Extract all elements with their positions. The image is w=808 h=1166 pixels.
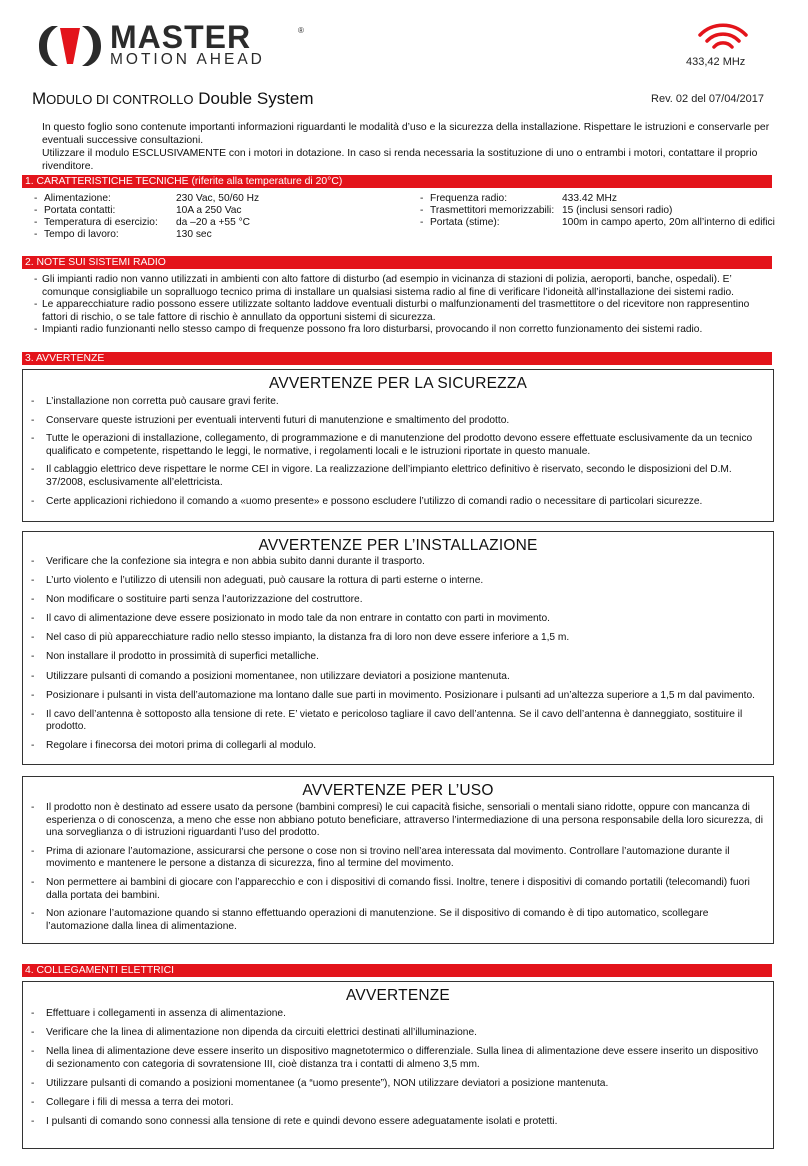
list-item-text: Regolare i finecorsa dei motori prima di collegarli al modulo. <box>46 740 317 752</box>
list-item-text: Tutte le operazioni di installazione, collegamento, di programmazione e di manutenzione del prodotto devono essere effettuate esclusivamente da un tecnico qualificato e competente, rispettando le leggi, le normative, i regolamenti locali e le istruzioni riportate in questo manuale. <box>46 433 753 457</box>
spec-label: Portata (stime): <box>430 217 500 228</box>
spec-value: da –20 a +55 °C <box>176 217 251 228</box>
list-item-text: Utilizzare pulsanti di comando a posizioni momentanee (a “uomo presente”), NON utilizzare deviatori a posizione mantenuta. <box>46 1077 609 1089</box>
list-item: - Nel caso di più apparecchiature radio nello stesso impianto, la distanza fra di loro non deve essere inferiore a 1,5 m. <box>31 632 570 644</box>
list-item: - Effettuare i collegamenti in assenza di alimentazione. <box>31 1008 286 1019</box>
title-cap: M <box>32 89 47 108</box>
box-title: AVVERTENZE <box>346 987 450 1004</box>
box-title: AVVERTENZE PER L’USO <box>302 782 494 799</box>
list-item-text: Certe applicazioni richiedono il comando a «uomo presente» e possono escludere l’utilizzo di comandi radio o necessitare di particolari sicurezze. <box>46 495 703 507</box>
use-list <box>21 802 767 933</box>
list-item-text: Le apparecchiature radio possono essere utilizzate soltanto laddove eventuali disturbi o malfunzionamenti del trasmettitore o del ricevitore non rappresentino fattori di rischio, o se tale fattore di rischio è annullato da opportuni sistemi di sicurezza. <box>42 299 750 323</box>
spec-value: 433.42 MHz <box>562 193 617 204</box>
list-item-text: Non permettere ai bambini di giocare con l’apparecchio e con i dispositivi di comando fissi. Inoltre, tenere i dispositivi di comando portatili (telecomandi) fuori dalla portata dei bambini. <box>46 876 750 901</box>
list-item: - Certe applicazioni richiedono il comando a «uomo presente» e possono escludere l’utilizzo di comandi radio o necessitare di particolari sicurezze. <box>31 495 703 507</box>
master-logo <box>38 19 308 72</box>
list-item: - L’urto violento e l’utilizzo di utensili non adeguati, può causare la rottura di parti esterne o interne. <box>31 575 484 587</box>
list-item: - Posizionare i pulsanti in vista dell’automazione ma lontano dalle sue parti in movimento. Posizionare i pulsanti ad un’altezza superiore a 1,5 m dal pavimento. <box>31 689 755 701</box>
spec-label: Temperatura di esercizio: <box>44 217 158 228</box>
list-item: - Non installare il prodotto in prossimità di superfici metalliche. <box>31 651 319 663</box>
list-item-text: Verificare che la linea di alimentazione non dipenda da circuiti elettrici destinati all’illuminazione. <box>46 1027 477 1039</box>
list-item-text: Non modificare o sostituire parti senza l’autorizzazione del costruttore. <box>46 594 363 606</box>
specs-left <box>34 193 404 241</box>
radio-frequency: 433,42 MHz <box>686 56 746 68</box>
list-item-text: Impianti radio funzionanti nello stesso campo di frequenze possono fra loro disturbarsi, provocando il non corretto funzionamento dei sistemi radio. <box>42 324 703 336</box>
list-item-text: Collegare i fili di messa a terra dei motori. <box>46 1096 234 1108</box>
list-item: - Non permettere ai bambini di giocare con l’apparecchio e con i dispositivi di comando fissi. Inoltre, tenere i dispositivi di comando portatili (telecomandi) fuori dalla portata dei bambini. <box>31 876 750 901</box>
safety-list <box>21 396 767 508</box>
brand-registered-mark: ® <box>298 26 304 35</box>
list-item: - Verificare che la confezione sia integra e non abbia subito danni durante il trasporto. <box>31 556 425 567</box>
use-warnings-box <box>22 776 774 944</box>
header <box>0 0 808 80</box>
spec-label: Tempo di lavoro: <box>44 229 119 240</box>
list-item: - Nella linea di alimentazione deve essere inserito un dispositivo magnetotermico o differenziale. Sulla linea di alimentazione deve essere inserito un dispositivo di sezionamento con categoria di sovratensione III, cioè distanza tra i contatti di almeno 3,5 mm. <box>31 1046 759 1070</box>
spec-value: 130 sec <box>176 229 212 240</box>
list-item-text: Gli impianti radio non vanno utilizzati in ambienti con alto fattore di disturbo (ad esempio in vicinanza di stazioni di polizia, aeroporti, banche, ospedali). E’ comunque consigliabile un sopralluogo tecnico prima di installare un qualsiasi sistema radio al fine di verificare l’idoneità all’installazione dei sistemi radio. <box>42 274 734 298</box>
list-item-text: L’installazione non corretta può causare gravi ferite. <box>46 396 279 407</box>
section-header-radio: 2. NOTE SUI SISTEMI RADIO <box>22 256 772 269</box>
list-item-text: Il cavo dell’antenna è sottoposto alla tensione di rete. E’ vietato e pericoloso tagliare il cavo dell’antenna. Se il cavo dell’antenna è danneggiato, sostituire il prodotto. <box>46 708 743 733</box>
list-item: - Collegare i fili di messa a terra dei motori. <box>31 1096 234 1108</box>
list-item: - L’installazione non corretta può causare gravi ferite. <box>31 396 279 407</box>
spec-row: - Portata contatti: 10A a 250 Vac <box>34 205 242 216</box>
list-item: - Non modificare o sostituire parti senza l’autorizzazione del costruttore. <box>31 594 363 606</box>
brand-name: MASTER <box>110 19 252 55</box>
section-header-specs: 1. CARATTERISTICHE TECNICHE (riferite alla temperature di 20°C) <box>22 175 772 188</box>
intro-text <box>42 121 776 173</box>
list-item: - Non azionare l’automazione quando si stanno effettuando operazioni di manutenzione. Se il dispositivo di comando è di tipo automatico, scollegare l’automazione dalla linea di alimentazione. <box>31 908 709 932</box>
box-title: AVVERTENZE PER LA SICUREZZA <box>268 375 528 392</box>
list-item: - Il prodotto non è destinato ad essere usato da persone (bambini compresi) le cui capacità fisiche, sensoriali o mentali siano ridotte, oppure con mancanza di esperienza o di conoscenza, a meno che esse non abbiano potuto beneficiare, attraverso l’intermediazione di una persona responsabile della loro sicurezza, di una sorveglianza o di istruzioni riguardanti l’uso del prodotto. <box>31 802 763 839</box>
installation-list <box>21 556 767 753</box>
list-item-text: Utilizzare pulsanti di comando a posizioni momentanee, non utilizzare deviatori a posizione mantenuta. <box>46 670 510 682</box>
document-title <box>32 89 314 109</box>
list-item-text: Non azionare l’automazione quando si stanno effettuando operazioni di manutenzione. Se il dispositivo di comando è di tipo automatico, scollegare l’automazione dalla linea di alimentazione. <box>46 908 709 932</box>
list-item-text: Non installare il prodotto in prossimità di superfici metalliche. <box>46 651 319 663</box>
specs-right <box>420 193 780 229</box>
list-item: - Impianti radio funzionanti nello stesso campo di frequenze possono fra loro disturbarsi, provocando il non corretto funzionamento dei sistemi radio. <box>34 324 703 336</box>
spec-value: 100m in campo aperto, 20m all’interno di edifici <box>562 217 775 228</box>
list-item-text: Il prodotto non è destinato ad essere usato da persone (bambini compresi) le cui capacità fisiche, sensoriali o mentali siano ridotte, oppure con mancanza di esperienza o di conoscenza, a meno che esse non abbiano potuto beneficiare, attraverso l’intermediazione di una persona responsabile della loro sicurezza, di una sorveglianza o di istruzioni riguardanti l’uso del prodotto. <box>46 802 763 839</box>
spec-value: 10A a 250 Vac <box>176 205 242 216</box>
spec-row: - Alimentazione: 230 Vac, 50/60 Hz <box>34 193 260 204</box>
list-item: - Utilizzare pulsanti di comando a posizioni momentanee, non utilizzare deviatori a posizione mantenuta. <box>31 670 510 682</box>
box-title: AVVERTENZE PER L’INSTALLAZIONE <box>258 537 538 554</box>
list-item: - Verificare che la linea di alimentazione non dipenda da circuiti elettrici destinati all’illuminazione. <box>31 1027 477 1039</box>
brand-tagline: MOTION AHEAD <box>110 51 265 68</box>
spec-label: Portata contatti: <box>44 205 116 216</box>
list-item: - Il cavo di alimentazione deve essere posizionato in modo tale da non entrare in contatto con parti in movimento. <box>31 613 551 625</box>
list-item-text: Nel caso di più apparecchiature radio nello stesso impianto, la distanza fra di loro non deve essere inferiore a 1,5 m. <box>46 632 570 644</box>
spec-value: 15 (inclusi sensori radio) <box>562 205 673 216</box>
list-item-text: Nella linea di alimentazione deve essere inserito un dispositivo magnetotermico o differenziale. Sulla linea di alimentazione deve essere inserito un dispositivo di sezionamento con categoria di sovratensione III, cioè distanza tra i contatti di almeno 3,5 mm. <box>46 1046 759 1070</box>
section-header-electrical: 4. COLLEGAMENTI ELETTRICI <box>22 964 772 977</box>
spec-label: Alimentazione: <box>44 193 111 204</box>
list-item-text: Conservare queste istruzioni per eventuali interventi futuri di manutenzione e smaltimento del prodotto. <box>46 414 510 426</box>
list-item-text: L’urto violento e l’utilizzo di utensili non adeguati, può causare la rottura di parti esterne o interne. <box>46 575 484 587</box>
list-item-text: Il cablaggio elettrico deve rispettare le norme CEI in vigore. La realizzazione dell’impianto elettrico definitivo è riservato, secondo le disposizioni del D.M. 37/2008, esclusivamente all’elettricista. <box>46 464 732 488</box>
list-item: - Prima di azionare l’automazione, assicurarsi che persone o cose non si trovino nell’area interessata dal movimento. Controllare l’automazione durante il movimento e mantenere le persone a distanza di sicurezza, fino al termine del movimento. <box>31 845 730 870</box>
section-header-warnings: 3. AVVERTENZE <box>22 352 772 365</box>
radio-signal-icon <box>696 22 750 52</box>
list-item-text: Posizionare i pulsanti in vista dell’automazione ma lontano dalle sue parti in movimento. Posizionare i pulsanti ad un’altezza superiore a 1,5 m dal pavimento. <box>46 689 755 701</box>
list-item-text: I pulsanti di comando sono connessi alla tensione di rete e quindi devono essere adeguatamente isolati e protetti. <box>46 1116 558 1128</box>
installation-warnings-box <box>22 531 774 765</box>
spec-row: - Portata (stime): 100m in campo aperto, 20m all’interno di edifici <box>420 217 775 228</box>
list-item: - Il cavo dell’antenna è sottoposto alla tensione di rete. E’ vietato e pericoloso tagliare il cavo dell’antenna. Se il cavo dell’antenna è danneggiato, sostituire il prodotto. <box>31 708 743 733</box>
safety-warnings-box <box>22 369 774 522</box>
list-item: - Conservare queste istruzioni per eventuali interventi futuri di manutenzione e smaltimento del prodotto. <box>31 414 510 426</box>
list-item-text: Prima di azionare l’automazione, assicurarsi che persone o cose non si trovino nell’area interessata dal movimento. Controllare l’automazione durante il movimento e mantenere le persone a distanza di sicurezza, fino al termine del movimento. <box>46 845 730 870</box>
intro-paragraph: In questo foglio sono contenute importanti informazioni riguardanti le modalità d’uso e la sicurezza della installazione. Rispettare le istruzioni e conservarle per eventuali successive consultazioni. <box>42 122 770 146</box>
spec-row: - Trasmettitori memorizzabili: 15 (inclusi sensori radio) <box>420 205 673 216</box>
product-name: Double System <box>198 89 314 108</box>
radio-notes-list <box>22 274 774 337</box>
intro-paragraph: Utilizzare il modulo ESCLUSIVAMENTE con i motori in dotazione. In caso si renda necessaria la sostituzione di uno o entrambi i motori, contattare il proprio rivenditore. <box>42 148 758 172</box>
list-item: - Tutte le operazioni di installazione, collegamento, di programmazione e di manutenzione del prodotto devono essere effettuate esclusivamente da un tecnico qualificato e competente, rispettando le leggi, le normative, i regolamenti locali e le istruzioni riportate in questo manuale. <box>31 433 753 457</box>
spec-label: Frequenza radio: <box>430 193 508 204</box>
spec-row: - Frequenza radio: 433.42 MHz <box>420 193 617 204</box>
master-logo-mark-icon <box>38 24 102 68</box>
spec-value: 230 Vac, 50/60 Hz <box>176 193 260 204</box>
list-item-text: Il cavo di alimentazione deve essere posizionato in modo tale da non entrare in contatto con parti in movimento. <box>46 613 551 625</box>
list-item: - Regolare i finecorsa dei motori prima di collegarli al modulo. <box>31 740 317 752</box>
list-item: - Gli impianti radio non vanno utilizzati in ambienti con alto fattore di disturbo (ad esempio in vicinanza di stazioni di polizia, aeroporti, banche, ospedali). E’ comunque consigliabile un sopralluogo tecnico prima di installare un qualsiasi sistema radio al fine di verificare l’idoneità all’installazione dei sistemi radio. <box>34 274 734 298</box>
list-item: - Le apparecchiature radio possono essere utilizzate soltanto laddove eventuali disturbi o malfunzionamenti del trasmettitore o del ricevitore non rappresentino fattori di rischio, o se tale fattore di rischio è annullato da opportuni sistemi di sicurezza. <box>34 299 750 323</box>
list-item-text: Effettuare i collegamenti in assenza di alimentazione. <box>46 1008 286 1019</box>
title-prefix: ODULO DI CONTROLLO <box>46 92 194 107</box>
spec-row: - Temperatura di esercizio: da –20 a +55 °C <box>34 217 251 228</box>
spec-label: Trasmettitori memorizzabili: <box>430 205 555 216</box>
electrical-warnings-box <box>22 981 774 1149</box>
revision-label: Rev. 02 del 07/04/2017 <box>651 93 764 105</box>
spec-row: - Tempo di lavoro: 130 sec <box>34 229 212 240</box>
electrical-list <box>21 1008 767 1129</box>
list-item: - I pulsanti di comando sono connessi alla tensione di rete e quindi devono essere adeguatamente isolati e protetti. <box>31 1116 558 1128</box>
list-item: - Utilizzare pulsanti di comando a posizioni momentanee (a “uomo presente”), NON utilizzare deviatori a posizione mantenuta. <box>31 1077 609 1089</box>
list-item: - Il cablaggio elettrico deve rispettare le norme CEI in vigore. La realizzazione dell’impianto elettrico definitivo è riservato, secondo le disposizioni del D.M. 37/2008, esclusivamente all’elettricista. <box>31 464 732 488</box>
list-item-text: Verificare che la confezione sia integra e non abbia subito danni durante il trasporto. <box>46 556 425 567</box>
